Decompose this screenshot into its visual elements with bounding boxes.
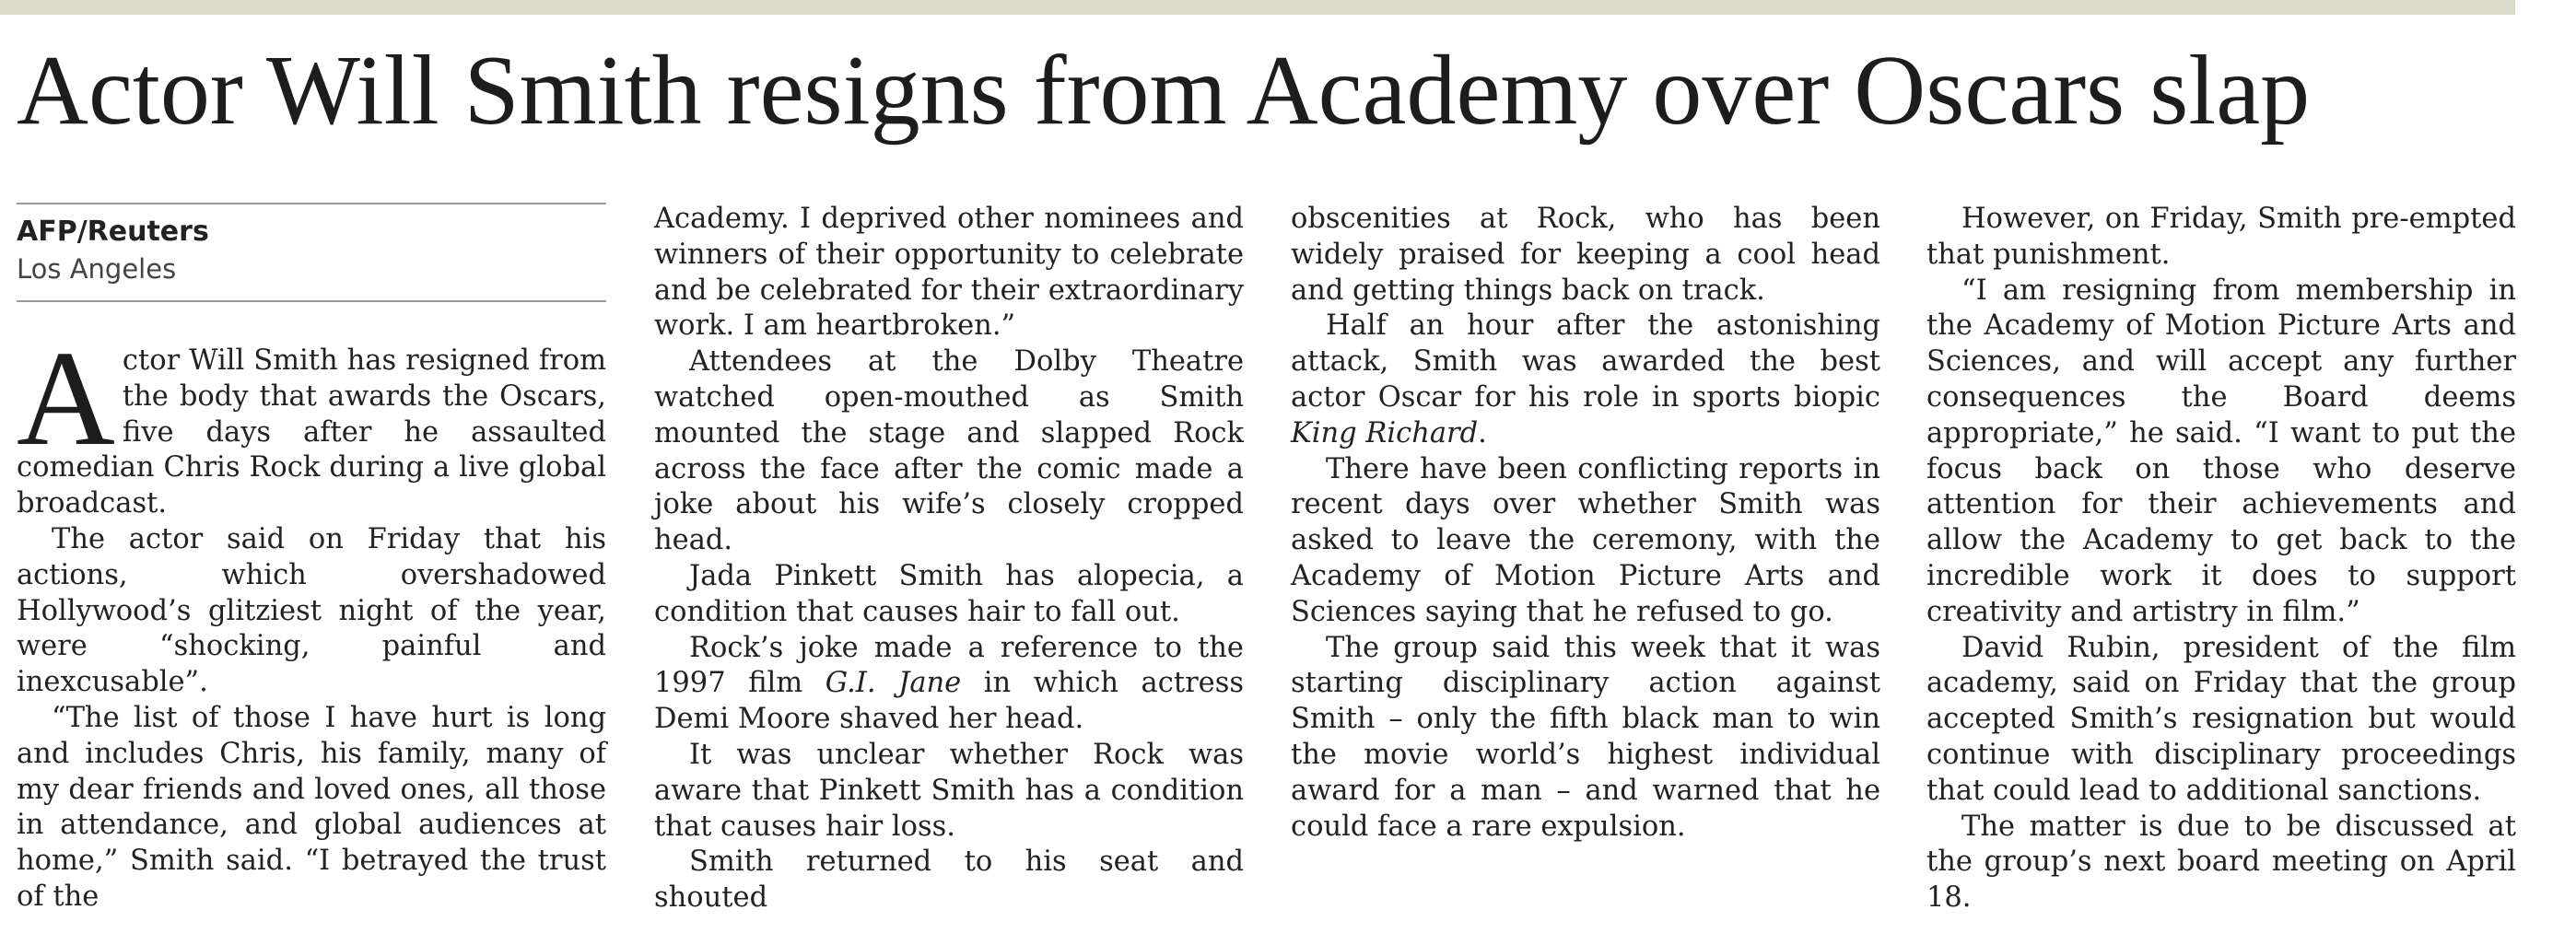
paragraph: Attendees at the Dolby Theatre watched open-mouthed as Smith mounted the stage and slapped Rock across the face after the comic made a joke about his wife’s closely cropped head. xyxy=(654,345,1244,557)
drop-cap: A xyxy=(17,323,115,474)
byline-dateline: Los Angeles xyxy=(17,253,177,285)
paragraph: “I am resigning from membership in the Academy of Motion Picture Arts and Sciences, and will accept any further consequences the Board deems appropriate,” he said. “I want to put the focus back on those who deserve attention for their achievements and allow the Academy to get back to the incredible work it does to support creativity and artistry in film.” xyxy=(1926,274,2516,628)
paragraph: Rock’s joke made a reference to the 1997 film G.I. Jane in which actress Demi Moore shaved her head. xyxy=(654,631,1245,736)
paragraph: Smith returned to his seat and shouted xyxy=(654,846,1244,915)
paragraph: The actor said on Friday that his actions, which overshadowed Hollywood’s glitziest night of the year, were “shocking, painful and inexcusable”. xyxy=(17,522,606,699)
paragraph: Half an hour after the astonishing attack, Smith was awarded the best actor Oscar for his role in sports biopic King Richard. xyxy=(1291,309,1880,449)
film-title: G.I. Jane xyxy=(825,667,962,700)
paragraph: There have been conflicting reports in recent days over whether Smith was asked to leave the ceremony, with the Academy of Motion Picture Arts and Sciences saying that he refused to go. xyxy=(1291,452,1880,628)
paragraph: Academy. I deprived other nominees and winners of their opportunity to celebrate and be celebrated for their extraordinary work. I am heartbroken.” xyxy=(654,203,1244,343)
top-color-bar xyxy=(0,0,2515,15)
paragraph: “The list of those I have hurt is long and includes Chris, his family, many of my dear friends and loved ones, all those in attendance, and global audiences at home,” Smith said. “I betrayed the trust of the xyxy=(17,701,606,913)
paragraph: Jada Pinkett Smith has alopecia, a condition that causes hair to fall out. xyxy=(654,559,1244,628)
paragraph: David Rubin, president of the film academy, said on Friday that the group accepted Smith’s resignation but would continue with disciplinary proceedings that could lead to additional sanctions. xyxy=(1926,631,2516,807)
paragraph: Actor Will Smith has resigned from the body that awards the Oscars, five days after he assaulted comedian Chris Rock during a live global broadcast. xyxy=(17,323,606,520)
paragraph: obscenities at Rock, who has been widely praised for keeping a cool head and getting things back on track. xyxy=(1291,203,1880,307)
byline xyxy=(17,203,606,302)
article-column-3 xyxy=(1291,202,1880,845)
article-column-2 xyxy=(654,202,1244,916)
article-column-4 xyxy=(1926,202,2516,916)
paragraph: It was unclear whether Rock was aware that Pinkett Smith has a condition that causes hair loss. xyxy=(654,738,1244,843)
article-column-1 xyxy=(17,323,606,916)
byline-agency: AFP/Reuters xyxy=(17,216,209,248)
film-title: King Richard xyxy=(1291,416,1479,449)
paragraph: The group said this week that it was starting disciplinary action against Smith – only the fifth black man to win the movie world’s highest individual award for a man – and warned that he could face a rare expulsion. xyxy=(1291,631,1880,843)
headline: Actor Will Smith resigns from Academy over Oscars slap xyxy=(17,36,2311,146)
paragraph: However, on Friday, Smith pre-empted that punishment. xyxy=(1926,203,2516,271)
paragraph: The matter is due to be discussed at the group’s next board meeting on April 18. xyxy=(1926,810,2516,915)
